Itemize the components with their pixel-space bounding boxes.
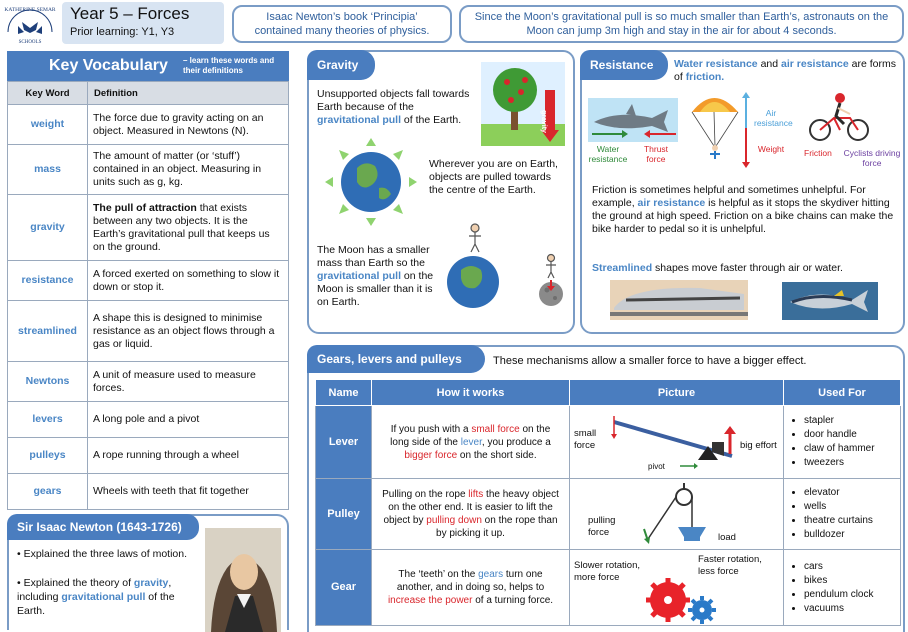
gear-k2: increase the power [387,595,473,606]
vocab-def-bold: The pull of attraction [93,201,197,214]
gravity-panel [307,50,575,334]
gear-t2: turn one another, and in doing so, helps to [396,569,545,593]
earth-moon-picture [433,220,573,310]
label-air-resistance: Air resistance [754,108,793,128]
list-item: • elevator [804,486,899,500]
gravity-title: Gravity [307,50,375,80]
gear-k1: gears [478,569,504,580]
lever-uses [784,406,901,479]
lever-picture [570,406,784,479]
lever-big-effort-label: big effort [740,440,777,451]
pulley-how [372,479,570,550]
train-picture [610,280,748,320]
resistance-panel [580,50,905,334]
mechanisms-table [315,379,901,626]
newton-bullet-2: • Explained the theory of gravity, including gravitational pull of the Earth. [17,577,175,617]
vocab-def: The amount of matter (or ‘stuff’) contained in an object. Measuring in units such as g, kg. [88,145,289,195]
newton-panel [7,514,289,630]
list-item: • cars [804,560,899,574]
label-friction: Friction [804,148,832,158]
list-item: • bulldozer [804,528,899,542]
lever-k1: small force [471,423,520,435]
pulley-load-label: load [718,532,736,543]
label-thrust-force: Thrust force [643,144,669,164]
gear-t3: of a turning force. [472,595,554,606]
lever-how [372,406,570,479]
vocab-word: resistance [8,261,88,301]
fact-moon: Since the Moon’s gravitational pull is so much smaller than Earth’s, astronauts on the Moon can jump 3m high and stay in the air for about 4 seconds. [474,11,889,37]
cyclist-picture [806,90,876,146]
vocab-col-word: Key Word [8,82,88,105]
resistance-p2-k: Streamlined [592,262,653,274]
fact-box-moon [459,5,904,43]
vocab-word: gravity [8,195,88,261]
vocab-title: Key Vocabulary [49,57,168,74]
gears-title: Gears, levers and pulleys [307,345,485,373]
vocab-table [7,81,289,510]
row-name-lever: Lever [316,406,372,479]
col-how: How it works [372,380,570,406]
svg-text:SCHOOLS: SCHOOLS [18,40,42,45]
parachute-picture [686,90,756,170]
vocab-def [88,195,289,261]
newton-b2-k1: gravity [133,577,169,589]
vocab-def: Wheels with teeth that fit together [88,474,289,510]
newton-title: Sir Isaac Newton (1643-1726) [7,514,199,540]
resistance-p1-post: is helpful as it stops the skydiver hitting the ground at high speed. Friction on a bike chains can make the bike harder to pedal so it is unhelpful. [592,197,894,235]
lever-k2: lever [460,436,482,448]
gear-slow-label: Slower rotation, more force [574,560,641,583]
resistance-p1-k: air resistance [637,197,706,209]
gear-t1: The ‘teeth’ on the [398,569,479,580]
gravity-arrow-label: gravity [540,110,547,133]
resistance-intro-mid: and [757,58,782,70]
col-used-for: Used For [784,380,901,406]
lever-small-force-label: small force [574,428,597,451]
list-item: • bikes [804,574,899,588]
resistance-p2-post: shapes move faster through air or water. [652,262,843,274]
row-name-pulley: Pulley [316,479,372,550]
list-item: • tweezers [804,456,899,470]
gravity-p3-post: on the Moon is smaller than it is on Earth. [317,270,434,308]
label-water-resistance: Water resistance [588,144,628,164]
vocab-word: gears [8,474,88,510]
gravity-p1 [317,88,479,127]
list-item: • vacuums [804,602,899,616]
gears-intro: These mechanisms allow a smaller force to have a bigger effect. [493,355,807,367]
newton-b2-pre: Explained the theory of [23,577,134,589]
page-title: Year 5 – Forces [70,4,190,23]
vocab-word: pulleys [8,438,88,474]
newton-portrait [205,528,281,632]
gravity-p1-pre: Unsupported objects fall towards Earth because of the [317,88,470,113]
gear-picture [570,550,784,626]
list-item: • wells [804,500,899,514]
resistance-intro-k3: friction. [685,71,725,83]
vocab-def: The force due to gravity acting on an object. Measured in Newtons (N). [88,105,289,145]
svg-text:KATHERINE SEMAR: KATHERINE SEMAR [4,7,56,13]
table-row [316,550,901,626]
resistance-p1-pre: Friction is sometimes helpful and sometimes unhelpful. For example, [592,184,866,209]
apple-tree-picture [481,62,565,146]
gravity-p3 [317,244,435,309]
resistance-p2 [592,262,898,275]
list-item: • theatre curtains [804,514,899,528]
resistance-intro [674,58,896,84]
resistance-intro-k1: Water resistance [674,58,758,70]
lever-k3: bigger force [404,449,458,461]
lever-pivot-label: pivot [648,462,665,471]
label-cyclist-force: Cyclists driving force [843,148,901,168]
prior-learning: Prior learning: Y1, Y3 [70,26,175,38]
list-item: • stapler [804,414,899,428]
earth-pull-picture [321,136,421,228]
vocab-def: A rope running through a wheel [88,438,289,474]
pulley-k2: pulling down [426,515,482,526]
vocab-header [7,51,289,81]
vocab-note: – learn these words and their definitions [183,56,275,75]
pulley-t1: Pulling on the rope [382,489,469,500]
gravity-p2: Wherever you are on Earth, objects are pulled towards the centre of the Earth. [429,158,558,196]
gears-panel [307,345,905,632]
table-row [316,406,901,479]
title-box [62,2,224,44]
list-item: • pendulum clock [804,588,899,602]
pulley-force-label: pulling force [588,515,616,538]
newton-bullet-1-text: Explained the three laws of motion. [23,548,188,560]
col-name: Name [316,380,372,406]
table-row [316,479,901,550]
list-item: • door handle [804,428,899,442]
gravity-p3-pre: The Moon has a smaller mass than Earth so the [317,244,430,269]
vocab-word: weight [8,105,88,145]
list-item: • claw of hammer [804,442,899,456]
shark-picture [588,98,678,142]
fact-principia: Isaac Newton’s book ‘Principia’ contained many theories of physics. [254,11,430,37]
resistance-intro-post: are forms of [674,58,896,83]
vocab-word: mass [8,145,88,195]
vocab-word: levers [8,402,88,438]
vocab-col-def: Definition [88,82,289,105]
col-picture: Picture [570,380,784,406]
newton-b2-post: of the Earth. [17,591,175,617]
school-logo [2,2,58,46]
lever-t2: on the long side of the [390,423,551,448]
pulley-picture [570,479,784,550]
lever-t1: If you push with a [390,423,472,435]
resistance-p1 [592,184,898,236]
vocab-def: A forced exerted on something to slow it down or stop it. [88,261,289,301]
pulley-uses [784,479,901,550]
lever-t4: on the short side. [457,449,537,461]
newton-bullet-1: • Explained the three laws of motion. [17,548,188,560]
vocab-def: A shape this is designed to minimise resistance as an object flows through a gas or liquid. [88,301,289,362]
vocab-word: Newtons [8,362,88,402]
gear-fast-label: Faster rotation, less force [698,554,762,577]
gravity-p3-k: gravitational pull [317,270,402,282]
vocab-def-rest: that exists between any two objects. It is the Earth’s gravitational pull that keeps us on the ground. [93,201,270,253]
vocab-def: A long pole and a pivot [88,402,289,438]
newton-b2-k2: gravitational pull [61,591,146,603]
newton-b2-mid: , including [17,577,172,603]
gear-uses [784,550,901,626]
pulley-t2: the heavy object on the other end. It is easier to lift the object by [383,489,559,526]
label-weight: Weight [757,144,785,154]
pulley-t3: on the rope than by picking it up. [436,515,558,539]
row-name-gear: Gear [316,550,372,626]
fact-box-principia [232,5,452,43]
resistance-intro-k2: air resistance [781,58,849,70]
pulley-diagram [624,483,724,547]
lever-diagram [608,412,738,474]
fish-picture [782,282,878,320]
vocab-def: A unit of measure used to measure forces. [88,362,289,402]
gear-how [372,550,570,626]
resistance-title: Resistance [580,50,668,80]
lever-t3: , you produce a [481,436,551,448]
gears-diagram [644,576,724,626]
vocab-word: streamlined [8,301,88,362]
gravity-p1-post: of the Earth. [401,114,462,126]
gravity-p1-k: gravitational pull [317,114,402,126]
pulley-k1: lifts [468,489,484,500]
